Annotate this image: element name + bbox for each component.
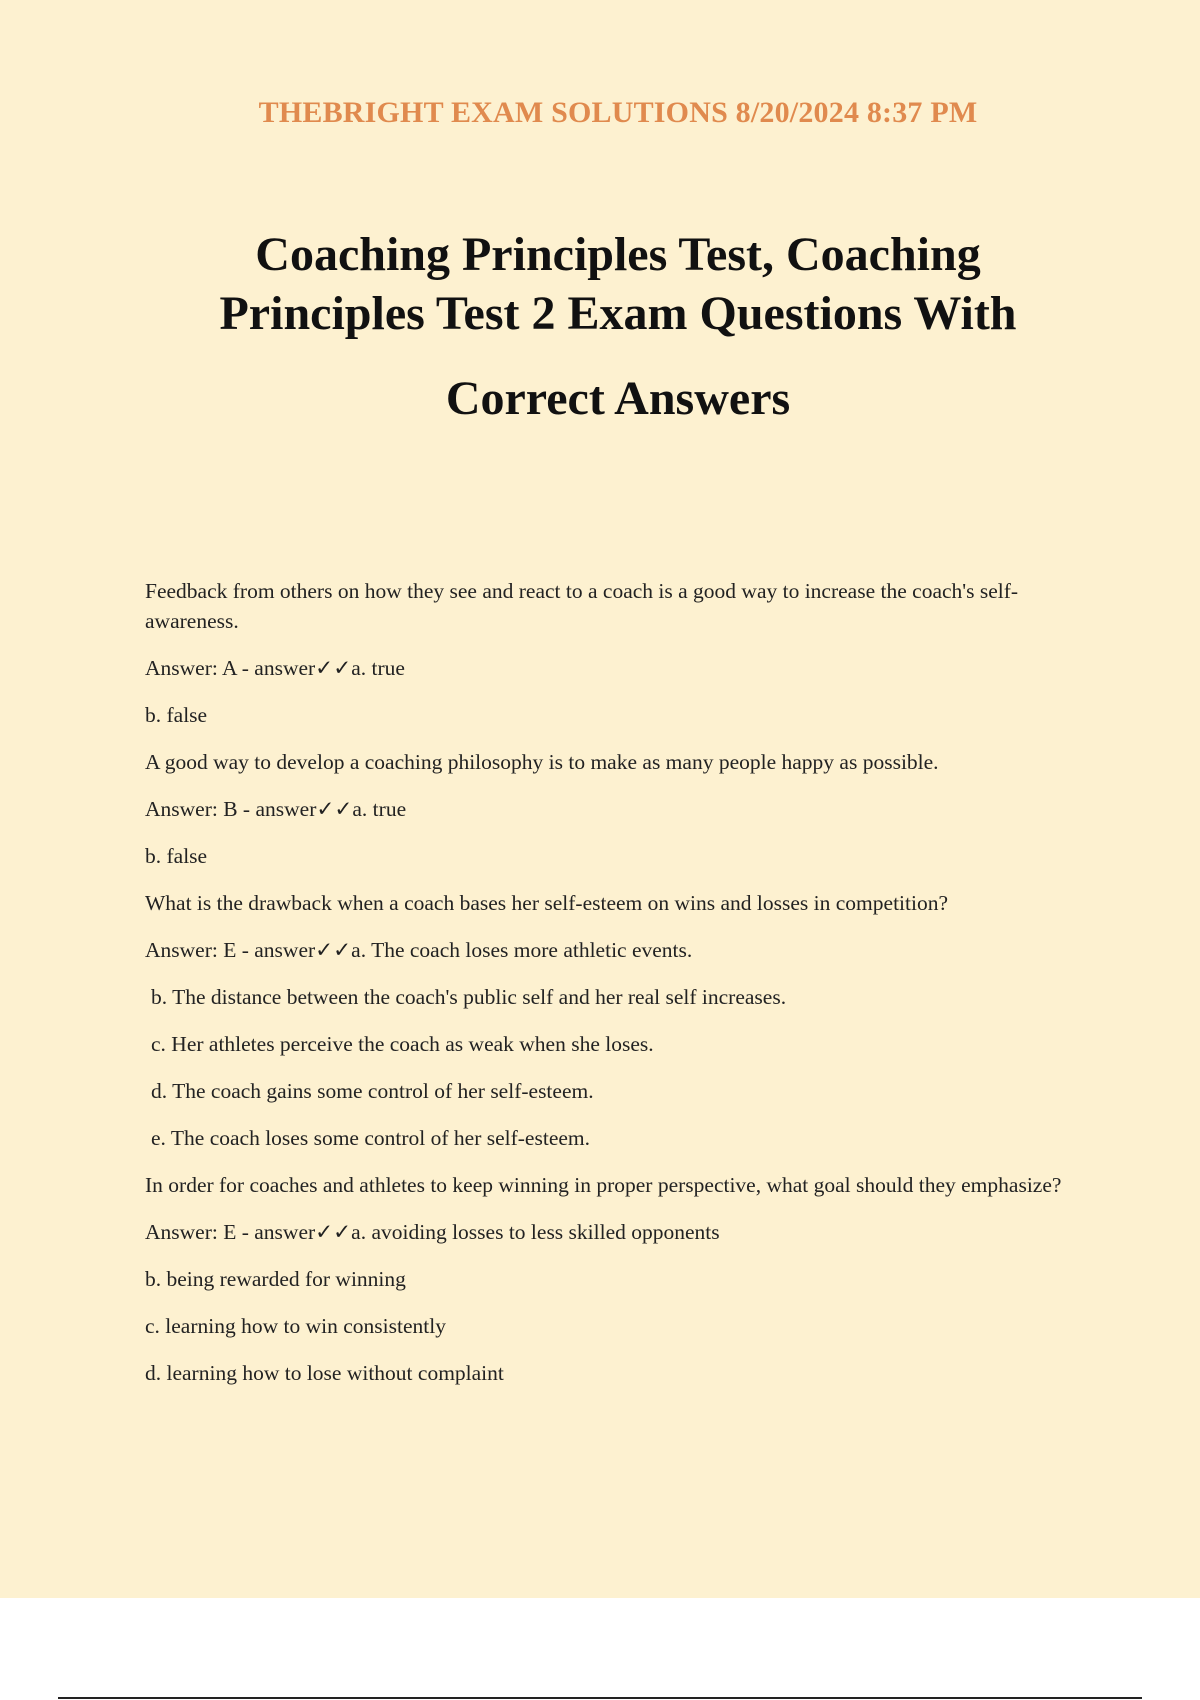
questions-content bbox=[145, 576, 1085, 1405]
question-4-option-d: d. learning how to lose without complaint bbox=[145, 1361, 504, 1385]
title-line-2: Principles Test 2 Exam Questions With bbox=[219, 287, 1017, 340]
question-4-text: In order for coaches and athletes to keep winning in proper perspective, what goal should they emphasize? bbox=[145, 1173, 1062, 1197]
question-2-option-b: b. false bbox=[145, 844, 208, 868]
question-1-text: Feedback from others on how they see and react to a coach is a good way to increase the coach's self-awareness. bbox=[145, 579, 1019, 633]
question-3-option-e: e. The coach loses some control of her self-esteem. bbox=[151, 1126, 590, 1150]
title-line-3: Correct Answers bbox=[445, 372, 791, 425]
question-4-answer: Answer: E - answer✓✓a. avoiding losses to less skilled opponents bbox=[145, 1220, 720, 1244]
question-4-option-c: c. learning how to win consistently bbox=[145, 1314, 446, 1338]
question-3-option-c: c. Her athletes perceive the coach as weak when she loses. bbox=[151, 1032, 654, 1056]
question-1-option-b: b. false bbox=[145, 703, 208, 727]
question-3-option-d: d. The coach gains some control of her self-esteem. bbox=[151, 1079, 594, 1103]
question-2-answer: Answer: B - answer✓✓a. true bbox=[145, 797, 407, 821]
question-2-text: A good way to develop a coaching philosophy is to make as many people happy as possible. bbox=[145, 750, 939, 774]
title-line-1: Coaching Principles Test, Coaching bbox=[255, 228, 981, 281]
question-1-answer: Answer: A - answer✓✓a. true bbox=[145, 656, 405, 680]
document-title bbox=[0, 225, 1200, 428]
question-3-option-b: b. The distance between the coach's public self and her real self increases. bbox=[151, 985, 787, 1009]
document-header: THEBRIGHT EXAM SOLUTIONS 8/20/2024 8:37 PM bbox=[258, 96, 978, 129]
question-3-answer: Answer: E - answer✓✓a. The coach loses more athletic events. bbox=[145, 938, 693, 962]
question-4-option-b: b. being rewarded for winning bbox=[145, 1267, 406, 1291]
page-bottom-rule bbox=[58, 1697, 1142, 1699]
question-3-text: What is the drawback when a coach bases her self-esteem on wins and losses in competition? bbox=[145, 891, 949, 915]
